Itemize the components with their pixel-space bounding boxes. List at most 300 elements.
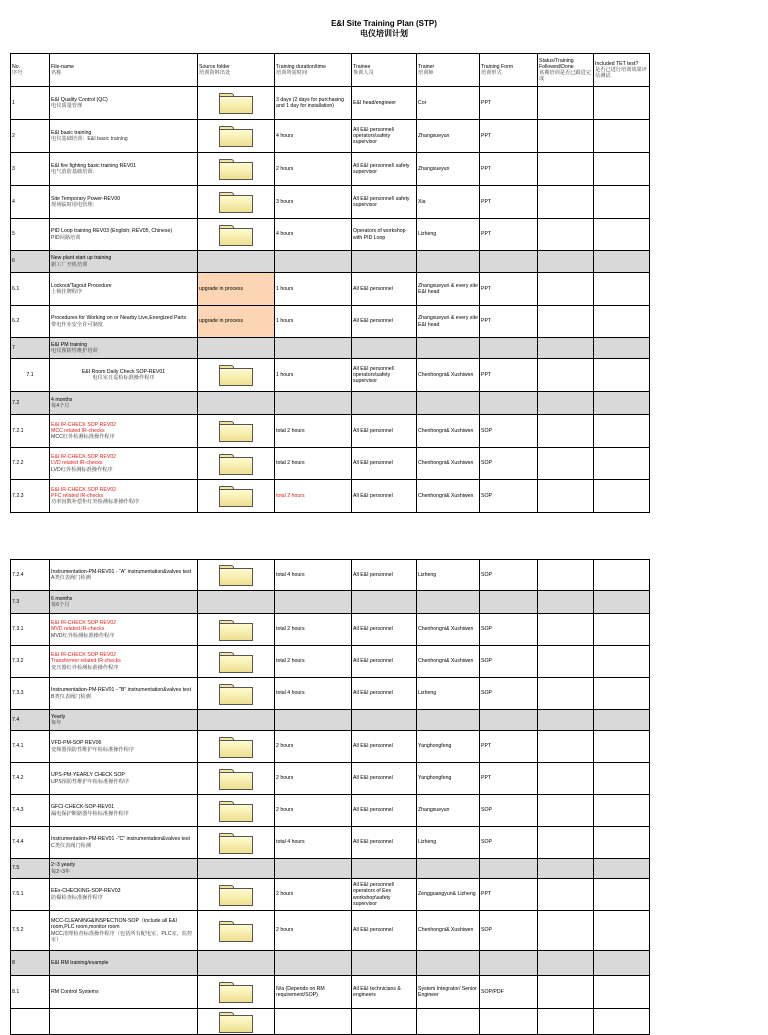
folder-icon[interactable] — [219, 620, 253, 640]
file-name-cell — [50, 646, 198, 678]
status-cell[interactable] — [538, 911, 594, 951]
file-name-cn: MCC清理检查标准操作程序（包括所有配电室，PLC室，监控室） — [51, 930, 193, 943]
table-row — [11, 1009, 650, 1035]
upgrade-status: upgrade in process — [199, 318, 244, 325]
file-name: PID Loop training REV03 (English; REV05, Chinese) — [51, 228, 173, 235]
row-number: 8 — [11, 951, 50, 976]
folder-icon[interactable] — [219, 486, 253, 506]
duration-cell: 4 hours — [275, 120, 352, 153]
row-number: 4 — [11, 186, 50, 219]
tet-cell[interactable] — [594, 560, 650, 591]
header-cell-form — [480, 54, 538, 87]
row-number: 7.2 — [11, 392, 50, 415]
table-row — [11, 879, 650, 911]
status-cell[interactable] — [538, 646, 594, 678]
document-subtitle: 电仪培训计划 — [360, 29, 408, 38]
file-name-cell — [50, 763, 198, 795]
file-name-cn: 变压器红外检测标准操作程序 — [51, 664, 119, 671]
table-row — [11, 87, 650, 120]
training-form-cell: SOP — [480, 646, 538, 678]
duration-cell: 1 hours — [275, 273, 352, 306]
empty-cell — [538, 338, 594, 359]
file-name-red-sub: LVD related IR-checks — [51, 460, 103, 467]
header-label-cn: 名称 — [51, 70, 62, 76]
duration-cell: 2 hours — [275, 763, 352, 795]
status-cell[interactable] — [538, 976, 594, 1009]
header-label-cn: 培训所需时间 — [276, 70, 308, 76]
folder-icon[interactable] — [219, 159, 253, 179]
empty-cell — [275, 251, 352, 273]
empty-cell — [198, 951, 275, 976]
file-name-cell — [50, 951, 198, 976]
status-cell[interactable] — [538, 359, 594, 392]
empty-cell — [594, 338, 650, 359]
table-row — [11, 795, 650, 827]
folder-icon[interactable] — [219, 421, 253, 441]
training-form-cell: SOP — [480, 911, 538, 951]
row-number: 7.5.1 — [11, 879, 50, 911]
row-number: 7.2.1 — [11, 415, 50, 448]
folder-icon[interactable] — [219, 833, 253, 853]
tet-cell[interactable] — [594, 87, 650, 120]
training-form-cell: SOP/PDF — [480, 976, 538, 1009]
source-folder-cell — [198, 614, 275, 646]
status-cell[interactable] — [538, 87, 594, 120]
file-name-cn: B类仪表阀门检测 — [51, 693, 91, 700]
file-name-cell — [50, 911, 198, 951]
tet-cell[interactable] — [594, 1009, 650, 1035]
empty-cell — [594, 591, 650, 614]
file-name-cn: MCC红外检测标准操作程序 — [51, 434, 115, 441]
empty-cell — [594, 710, 650, 731]
file-name-cn: 每4个月 — [51, 403, 70, 409]
file-name: Lockout/Tagout Procedure — [51, 282, 112, 289]
file-name-cell — [50, 120, 198, 153]
row-number: 7.5 — [11, 859, 50, 879]
empty-cell — [480, 951, 538, 976]
training-form-cell: PPT — [480, 120, 538, 153]
header-cell-file — [50, 54, 198, 87]
source-folder-cell — [198, 678, 275, 710]
tet-cell[interactable] — [594, 678, 650, 710]
file-name-cell — [50, 678, 198, 710]
file-name-red-sub: PFC related IR-checks — [51, 492, 104, 499]
file-name: Yearly — [51, 713, 66, 720]
trainee-cell: All E&I personnel — [352, 827, 417, 859]
status-cell[interactable] — [538, 306, 594, 338]
source-folder-cell — [198, 153, 275, 186]
source-folder-cell — [198, 273, 275, 306]
tet-cell[interactable] — [594, 731, 650, 763]
empty-cell — [417, 951, 480, 976]
folder-icon[interactable] — [219, 921, 253, 941]
source-folder-cell — [198, 560, 275, 591]
empty-cell — [275, 859, 352, 879]
row-number: 7.5.2 — [11, 911, 50, 951]
file-name-red-sub: Transformer related IR-checks — [51, 658, 121, 665]
tet-cell[interactable] — [594, 186, 650, 219]
table-row — [11, 591, 650, 614]
tet-cell[interactable] — [594, 153, 650, 186]
empty-cell — [275, 338, 352, 359]
table-row — [11, 415, 650, 448]
row-number: 7.4.1 — [11, 731, 50, 763]
tet-cell[interactable] — [594, 273, 650, 306]
header-label: Trainee — [353, 63, 371, 70]
file-name-cn: 防爆检查标准操作程序 — [51, 894, 103, 901]
file-name-red: E&I IR-CHECK SOP REV02 — [51, 652, 117, 659]
file-name-cn: C类仪表阀门检测 — [51, 842, 92, 849]
file-name-cell — [50, 359, 198, 392]
file-name: Site Temporary Power-REV00 — [51, 195, 121, 202]
tet-cell[interactable] — [594, 795, 650, 827]
file-name-cell — [50, 591, 198, 614]
empty-cell — [275, 710, 352, 731]
trainer-cell: Chenhongni& Xushiwen — [417, 359, 480, 392]
header-label-cn: 培训形式 — [481, 70, 502, 76]
file-name-cn: 新工厂开机培训 — [51, 261, 88, 268]
tet-cell[interactable] — [594, 763, 650, 795]
file-name: E&I fire fighting basic training REV01 — [51, 162, 137, 169]
header-cell-trainee — [352, 54, 417, 87]
header-label: Trainer — [418, 63, 435, 70]
empty-cell — [275, 392, 352, 415]
training-form-cell: PPT — [480, 219, 538, 251]
folder-icon[interactable] — [219, 684, 253, 704]
training-plan-table-page1 — [10, 53, 650, 513]
file-name: VFD-PM-SOP REV06 — [51, 740, 102, 747]
file-name-cell — [50, 448, 198, 480]
trainer-cell: Zhangxueyun — [417, 795, 480, 827]
tet-cell[interactable] — [594, 480, 650, 513]
trainee-cell: All E&I personnel — [352, 415, 417, 448]
status-cell[interactable] — [538, 678, 594, 710]
empty-cell — [417, 710, 480, 731]
folder-icon[interactable] — [219, 769, 253, 789]
table-row — [11, 120, 650, 153]
folder-icon[interactable] — [219, 93, 253, 113]
source-folder-cell — [198, 120, 275, 153]
status-cell[interactable] — [538, 120, 594, 153]
status-cell[interactable] — [538, 415, 594, 448]
table-row — [11, 448, 650, 480]
trainer-cell: Zengguangyun& Lizheng — [417, 879, 480, 911]
folder-icon[interactable] — [219, 365, 253, 385]
row-number: 8.1 — [11, 976, 50, 1009]
duration-cell: 1 hours — [275, 306, 352, 338]
file-name-cell — [50, 87, 198, 120]
row-number: 6.2 — [11, 306, 50, 338]
file-name-cn: UPS预防性维护年检标准操作程序 — [51, 778, 130, 785]
table-row — [11, 976, 650, 1009]
empty-cell — [417, 392, 480, 415]
status-cell[interactable] — [538, 731, 594, 763]
training-form-cell: SOP — [480, 415, 538, 448]
duration-cell: total 4 hours — [275, 827, 352, 859]
training-form-cell: PPT — [480, 186, 538, 219]
file-name-cn: 每年 — [51, 720, 62, 726]
file-name-cn: 电气消防基础培训： — [51, 169, 98, 175]
row-number: 7.2.3 — [11, 480, 50, 513]
training-form-cell: PPT — [480, 153, 538, 186]
status-cell[interactable] — [538, 560, 594, 591]
duration-cell: 3 days (2 days for purchasing and 1 day for installation) — [275, 87, 352, 120]
folder-icon[interactable] — [219, 652, 253, 672]
table-row — [11, 219, 650, 251]
file-name: E&I PM training — [51, 341, 88, 348]
file-name: EEx-CHECKING-SOP-REV03 — [51, 888, 121, 895]
table-row — [11, 731, 650, 763]
empty-cell — [417, 859, 480, 879]
folder-icon[interactable] — [219, 982, 253, 1002]
duration-cell: total 2 hours — [275, 614, 352, 646]
file-name: 6 months — [51, 595, 73, 602]
file-name-cell — [50, 392, 198, 415]
tet-cell[interactable] — [594, 976, 650, 1009]
source-folder-cell — [198, 827, 275, 859]
row-number: 7.4 — [11, 710, 50, 731]
tet-cell[interactable] — [594, 448, 650, 480]
table-header-row — [11, 54, 650, 87]
duration-cell: total 4 hours — [275, 678, 352, 710]
empty-cell — [352, 951, 417, 976]
file-name: 2~3 yearly — [51, 862, 76, 869]
empty-cell — [538, 710, 594, 731]
file-name-cell — [50, 338, 198, 359]
status-cell[interactable] — [538, 879, 594, 911]
file-name-cell — [50, 976, 198, 1009]
file-name-red-sub: MVD related IR-checks — [51, 626, 105, 633]
trainee-cell: E&I head/engineer — [352, 87, 417, 120]
empty-cell — [594, 251, 650, 273]
tet-cell[interactable] — [594, 614, 650, 646]
row-number: 7.4.2 — [11, 763, 50, 795]
tet-cell[interactable] — [594, 646, 650, 678]
file-name-cell — [50, 560, 198, 591]
header-label-cn: 序号 — [12, 70, 23, 76]
empty-cell — [198, 338, 275, 359]
trainer-cell: Xia — [417, 186, 480, 219]
status-cell[interactable] — [538, 795, 594, 827]
duration-cell: total 4 hours — [275, 560, 352, 591]
row-number: 7.3.2 — [11, 646, 50, 678]
source-folder-cell — [198, 731, 275, 763]
duration-cell: total 2 hours — [275, 646, 352, 678]
training-form-cell: SOP — [480, 448, 538, 480]
file-name: UPS-PM-YEARLY CHECK SOP — [51, 772, 125, 779]
status-cell[interactable] — [538, 1009, 594, 1035]
file-name-cell — [50, 710, 198, 731]
table-row — [11, 392, 650, 415]
trainee-cell: All E&I personnel — [352, 306, 417, 338]
training-form-cell: SOP — [480, 560, 538, 591]
table-row — [11, 359, 650, 392]
header-label-cn: 参训人员 — [353, 70, 374, 76]
status-cell[interactable] — [538, 763, 594, 795]
duration-cell: N/a (Depends on RM requirement/SOP) — [275, 976, 352, 1009]
header-cell-source — [198, 54, 275, 87]
trainee-cell: All E&I personnel — [352, 480, 417, 513]
training-form-cell: SOP — [480, 827, 538, 859]
source-folder-cell — [198, 306, 275, 338]
source-folder-cell — [198, 359, 275, 392]
training-form-cell: PPT — [480, 359, 538, 392]
tet-cell[interactable] — [594, 911, 650, 951]
duration-cell: 2 hours — [275, 879, 352, 911]
table-row — [11, 678, 650, 710]
duration-cell: total 2 hours — [275, 480, 352, 513]
training-form-cell: SOP — [480, 678, 538, 710]
empty-cell — [480, 251, 538, 273]
trainee-cell: All E&I personnel\ operators\safety supervisor — [352, 359, 417, 392]
row-number: 2 — [11, 120, 50, 153]
trainee-cell: All E&I personnel — [352, 614, 417, 646]
row-number: 7 — [11, 338, 50, 359]
status-cell[interactable] — [538, 827, 594, 859]
source-folder-cell — [198, 219, 275, 251]
header-label-cn: 该期培训是否已跟进完成 — [539, 70, 591, 83]
empty-cell — [198, 591, 275, 614]
duration-cell — [275, 1009, 352, 1035]
folder-icon[interactable] — [219, 126, 253, 146]
empty-cell — [538, 251, 594, 273]
row-number: 7.3 — [11, 591, 50, 614]
file-name-red: E&I IR-CHECK SOP REV02 — [51, 486, 117, 493]
header-label: File-name — [51, 63, 75, 70]
trainer-cell: Chenhongni& Xushiwen — [417, 614, 480, 646]
file-name-cn: 电仪质量管理 — [51, 103, 83, 109]
trainer-cell: Zhangxueyun & every site E&I head — [417, 306, 480, 338]
source-folder-cell — [198, 87, 275, 120]
tet-cell[interactable] — [594, 879, 650, 911]
empty-cell — [198, 859, 275, 879]
folder-icon[interactable] — [219, 1012, 253, 1032]
trainee-cell: All E&I personnel — [352, 763, 417, 795]
trainer-cell: Lizheng — [417, 219, 480, 251]
table-row — [11, 306, 650, 338]
file-name: 4 months — [51, 396, 73, 403]
source-folder-cell — [198, 911, 275, 951]
training-form-cell — [480, 1009, 538, 1035]
duration-cell: 1 hours — [275, 359, 352, 392]
file-name-cn: PID回路培训 — [51, 234, 81, 241]
table-row — [11, 827, 650, 859]
row-number: 7.3.3 — [11, 678, 50, 710]
row-number: 3 — [11, 153, 50, 186]
status-cell[interactable] — [538, 614, 594, 646]
file-name-cell — [50, 306, 198, 338]
file-name: New plant start up training — [51, 255, 112, 262]
table-row — [11, 186, 650, 219]
duration-cell: 3 hours — [275, 186, 352, 219]
header-label: Source folder — [199, 63, 230, 70]
duration-cell: 2 hours — [275, 795, 352, 827]
file-name-cell — [50, 153, 198, 186]
trainer-cell — [417, 1009, 480, 1035]
source-folder-cell — [198, 763, 275, 795]
status-cell[interactable] — [538, 153, 594, 186]
trainer-cell: System Integrator/ Senior Engineer — [417, 976, 480, 1009]
status-cell[interactable] — [538, 186, 594, 219]
row-number: 7.3.1 — [11, 614, 50, 646]
header-label: Status/Training Followed/Done — [539, 57, 574, 70]
training-form-cell: PPT — [480, 87, 538, 120]
file-name: RM Control Systems — [51, 988, 99, 995]
folder-icon[interactable] — [219, 801, 253, 821]
empty-cell — [538, 951, 594, 976]
folder-icon[interactable] — [219, 737, 253, 757]
file-name: Instrumentation-PM-REV01 - "B" instrumentation&valves test — [51, 687, 192, 694]
file-name-cell — [50, 879, 198, 911]
file-name: GFCI-CHECK-SOP-REV01 — [51, 804, 115, 811]
folder-icon[interactable] — [219, 454, 253, 474]
table-row — [11, 338, 650, 359]
trainee-cell: All E&I personnel — [352, 911, 417, 951]
file-name: E&I basic training — [51, 129, 92, 136]
folder-icon[interactable] — [219, 192, 253, 212]
upgrade-status: upgrade in process — [199, 285, 244, 292]
duration-cell: total 2 hours — [275, 448, 352, 480]
folder-icon[interactable] — [219, 225, 253, 245]
file-name-cn: 变频器预防性维护年检标准操作程序 — [51, 746, 135, 753]
file-name-cn: 带电作业安全许可制度 — [51, 321, 103, 328]
trainer-cell: Chenhongni& Xushiwen — [417, 448, 480, 480]
status-cell[interactable] — [538, 480, 594, 513]
empty-cell — [480, 859, 538, 879]
tet-cell[interactable] — [594, 120, 650, 153]
empty-cell — [198, 710, 275, 731]
trainee-cell: All E&I personnel — [352, 560, 417, 591]
tet-cell[interactable] — [594, 827, 650, 859]
empty-cell — [594, 392, 650, 415]
row-number: 7.1 — [11, 359, 50, 392]
training-form-cell: PPT — [480, 763, 538, 795]
file-name-cell — [50, 219, 198, 251]
status-cell[interactable] — [538, 273, 594, 306]
folder-icon[interactable] — [219, 885, 253, 905]
empty-cell — [352, 251, 417, 273]
trainer-cell: Lizheng — [417, 827, 480, 859]
training-plan-table-page2 — [10, 559, 650, 1035]
training-form-cell: PPT — [480, 306, 538, 338]
file-name-cn: A类仪表阀门检测 — [51, 575, 91, 581]
tet-cell[interactable] — [594, 306, 650, 338]
folder-icon[interactable] — [219, 565, 253, 585]
trainee-cell: All E&I personnel — [352, 646, 417, 678]
file-name-cn: 每2~3年 — [51, 868, 71, 875]
training-form-cell: PPT — [480, 273, 538, 306]
trainer-cell: Zhangxueyun — [417, 153, 480, 186]
empty-cell — [538, 591, 594, 614]
status-cell[interactable] — [538, 448, 594, 480]
trainer-cell: Chenhongni& Xushiwen — [417, 415, 480, 448]
file-name: E&I Quality Control (QC) — [51, 96, 108, 103]
tet-cell[interactable] — [594, 359, 650, 392]
status-cell[interactable] — [538, 219, 594, 251]
empty-cell — [417, 338, 480, 359]
source-folder-cell — [198, 879, 275, 911]
trainer-cell: Cor — [417, 87, 480, 120]
header-label-cn: 培训资料出处 — [199, 70, 231, 76]
tet-cell[interactable] — [594, 415, 650, 448]
table-row — [11, 710, 650, 731]
trainee-cell: All E&I personnel — [352, 795, 417, 827]
source-folder-cell — [198, 415, 275, 448]
training-form-cell: SOP — [480, 614, 538, 646]
file-name-cn: 电仪预防性维护培训 — [51, 348, 98, 354]
row-number: 7.4.3 — [11, 795, 50, 827]
tet-cell[interactable] — [594, 219, 650, 251]
